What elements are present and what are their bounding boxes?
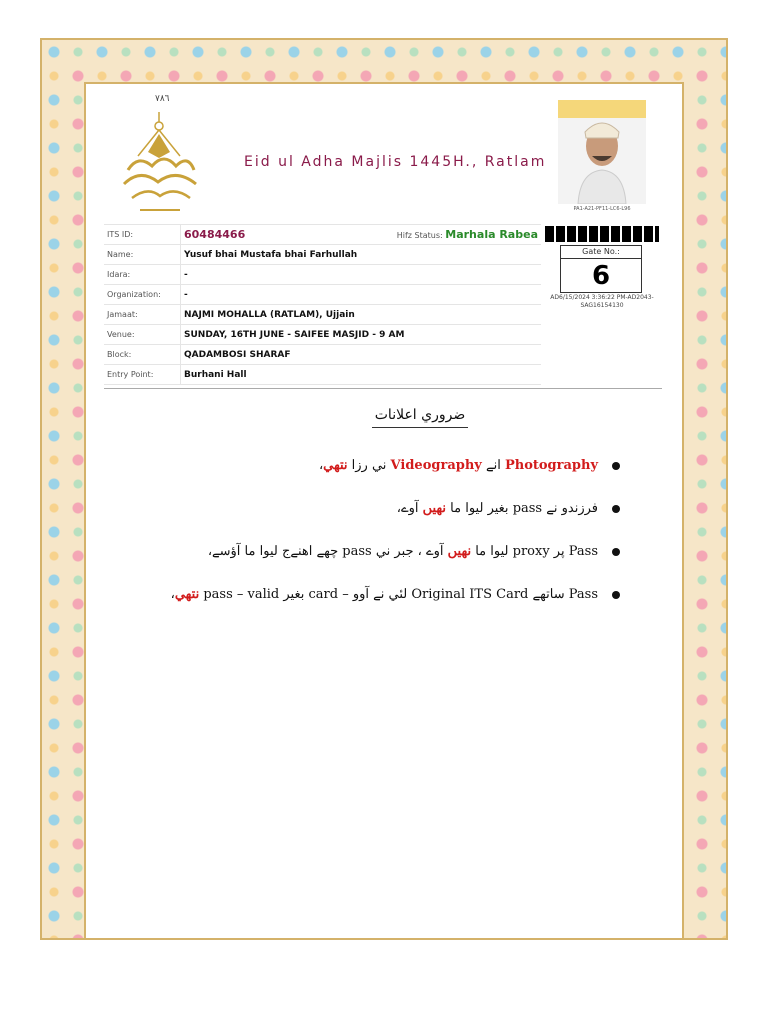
list-item (140, 573, 620, 616)
notice-fragment: ، (318, 458, 324, 473)
gate-code-line2: SAG16154130 (580, 302, 624, 309)
notice-text (171, 587, 598, 602)
notice-fragment: انے (481, 458, 505, 473)
notice-fragment: Pass پر proxy ليوا ما (471, 544, 598, 559)
event-title: Eid ul Adha Majlis 1445H., Ratlam (244, 154, 547, 170)
table-row (104, 245, 541, 265)
table-row (104, 305, 541, 325)
block-label: Block: (104, 345, 181, 365)
gate-code-line1: AD6/15/2024 3:36:22 PM-AD2043- (550, 294, 654, 301)
table-row (104, 365, 541, 385)
idara-label: Idara: (104, 265, 181, 285)
header-number: ٧٨٦ (155, 94, 170, 104)
notice-emphasis: Photography (504, 458, 598, 473)
notice-fragment: ني رزا (347, 458, 391, 473)
organization-label: Organization: (104, 285, 181, 305)
bullet-icon (612, 591, 620, 599)
attendee-details-table (104, 224, 541, 385)
list-item (140, 444, 620, 487)
table-row (104, 225, 541, 245)
notice-fragment: آوے، (396, 501, 423, 516)
hifz-value: Marhala Rabea (445, 228, 538, 241)
bullet-icon (612, 505, 620, 513)
divider (104, 388, 662, 389)
jamaat-label: Jamaat: (104, 305, 181, 325)
its-label: ITS ID: (104, 225, 181, 245)
entry-point-label: Entry Point: (104, 365, 181, 385)
notice-fragment: Pass ساتهے Original ITS Card لئي نے آوو – card بغير pass – valid (199, 587, 598, 602)
bullet-icon (612, 548, 620, 556)
list-item (140, 487, 620, 530)
idara-value: - (181, 265, 542, 285)
notice-fragment: فرزندو نے pass بغير ليوا ما (446, 501, 598, 516)
gate-number: 6 (591, 261, 611, 291)
notice-text (208, 544, 598, 559)
gate-code (546, 294, 658, 310)
barcode (545, 226, 659, 242)
jamaat-value: NAJMI MOHALLA (RATLAM), Ujjain (181, 305, 542, 325)
notice-emphasis: نتهي (323, 458, 348, 473)
organization-value: - (181, 285, 542, 305)
list-item (140, 530, 620, 573)
notice-fragment: آوے ، جبر ني pass چهے اهنےج ليوا ما آؤسے، (207, 544, 448, 559)
table-row (104, 265, 541, 285)
name-label: Name: (104, 245, 181, 265)
photo-code: PA1-A21-PF11-LC6-L96 (573, 206, 631, 212)
notices-list (140, 444, 620, 616)
notice-text (397, 501, 598, 516)
entry-point-value: Burhani Hall (181, 365, 542, 385)
notice-emphasis: نهيں (447, 544, 472, 559)
hifz-status (397, 228, 538, 241)
venue-value: SUNDAY, 16TH JUNE - SAIFEE MASJID - 9 AM (181, 325, 542, 345)
name-value: Yusuf bhai Mustafa bhai Farhullah (181, 245, 542, 265)
notice-fragment: ، (170, 587, 175, 602)
notice-text (319, 458, 598, 473)
person-photo-icon (558, 100, 646, 204)
its-id-value: 60484466 (184, 228, 246, 241)
profile-photo (558, 100, 646, 204)
table-row (104, 285, 541, 305)
hifz-label: Hifz Status: (396, 231, 443, 240)
calligraphy-logo-icon (118, 108, 200, 220)
gate-label: Gate No.: (561, 246, 641, 259)
notice-emphasis: Videography (390, 458, 482, 473)
notice-emphasis: نتهي (174, 587, 200, 602)
table-row (104, 345, 541, 365)
bullet-icon (612, 462, 620, 470)
venue-label: Venue: (104, 325, 181, 345)
notice-emphasis: نهيں (422, 501, 447, 516)
table-row (104, 325, 541, 345)
gate-box (560, 245, 642, 293)
block-value: QADAMBOSI SHARAF (181, 345, 542, 365)
notices-heading: ضروري اعلانات (372, 407, 468, 428)
